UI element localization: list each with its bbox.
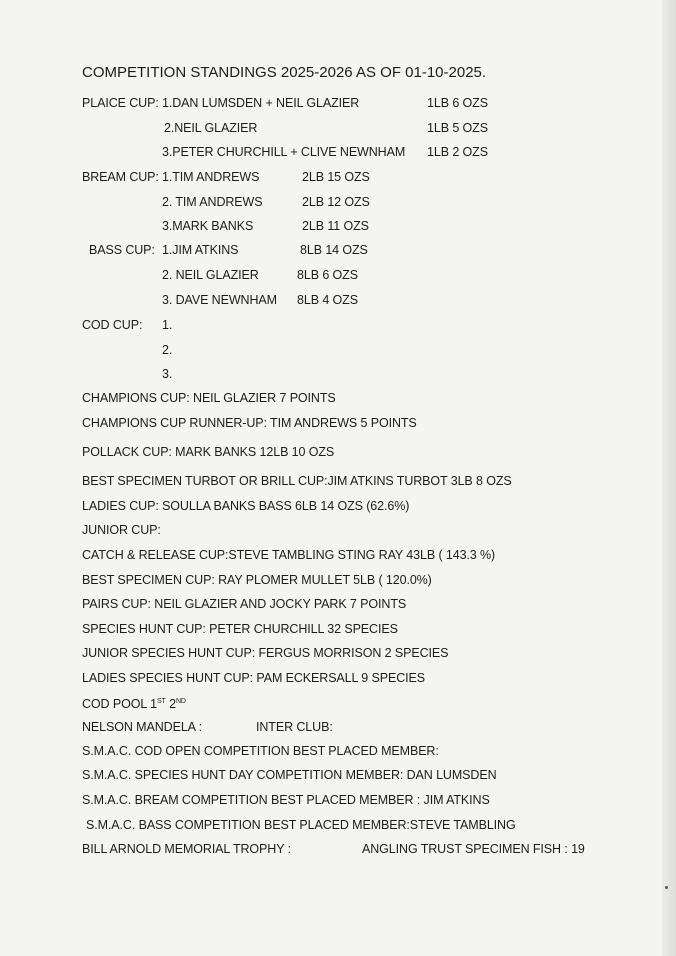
smac-bream-competition: S.M.A.C. BREAM COMPETITION BEST PLACED MEMBER : JIM ATKINS — [82, 793, 490, 807]
cod-cup-label: COD CUP: — [82, 318, 143, 332]
cod-row-1: 1. — [162, 318, 173, 332]
bream-row-3-name: 3.MARK BANKS — [162, 219, 254, 233]
champions-runner-up: CHAMPIONS CUP RUNNER-UP: TIM ANDREWS 5 POINTS — [82, 416, 417, 430]
pairs-cup: PAIRS CUP: NEIL GLAZIER AND JOCKY PARK 7 POINTS — [82, 597, 407, 611]
cod-row-2: 2. — [162, 343, 173, 357]
junior-species-hunt-cup: JUNIOR SPECIES HUNT CUP: FERGUS MORRISON 2 SPECIES — [82, 646, 449, 660]
cod-pool — [82, 695, 186, 711]
scan-speck — [665, 886, 668, 889]
bass-row-3-name: 3. DAVE NEWNHAM — [162, 293, 277, 307]
bream-row-1-name: 1.TIM ANDREWS — [162, 170, 260, 184]
plaice-row-3-name: 3.PETER CHURCHILL + CLIVE NEWNHAM — [162, 145, 406, 159]
species-hunt-cup: SPECIES HUNT CUP: PETER CHURCHILL 32 SPECIES — [82, 622, 398, 636]
plaice-row-2-name: 2.NEIL GLAZIER — [164, 121, 258, 135]
smac-bass-competition: S.M.A.C. BASS COMPETITION BEST PLACED MEMBER:STEVE TAMBLING — [86, 818, 516, 832]
inter-club: INTER CLUB: — [256, 720, 333, 734]
angling-trust-specimen-fish: ANGLING TRUST SPECIMEN FISH : 19 — [362, 842, 585, 856]
catch-release-cup: CATCH & RELEASE CUP:STEVE TAMBLING STING RAY 43LB ( 143.3 %) — [82, 548, 496, 562]
bream-row-3-weight: 2LB 11 OZS — [302, 219, 369, 233]
bill-arnold-trophy: BILL ARNOLD MEMORIAL TROPHY : — [82, 842, 291, 856]
plaice-row-2-weight: 1LB 5 OZS — [427, 121, 488, 135]
bass-row-1-weight: 8LB 14 OZS — [300, 243, 368, 257]
bass-row-2-name: 2. NEIL GLAZIER — [162, 268, 259, 282]
cod-pool-sup-2: ND — [175, 698, 186, 705]
bass-row-1-name: 1.JIM ATKINS — [162, 243, 239, 257]
smac-species-hunt-day: S.M.A.C. SPECIES HUNT DAY COMPETITION MEMBER: DAN LUMSDEN — [82, 768, 497, 782]
nelson-mandela: NELSON MANDELA : — [82, 720, 202, 734]
plaice-row-3-weight: 1LB 2 OZS — [427, 145, 488, 159]
page-title: COMPETITION STANDINGS 2025-2026 AS OF 01-10-2025. — [82, 64, 487, 81]
bass-cup-label: BASS CUP: — [89, 243, 155, 257]
plaice-row-1-weight: 1LB 6 OZS — [427, 96, 488, 110]
smac-cod-open: S.M.A.C. COD OPEN COMPETITION BEST PLACED MEMBER: — [82, 744, 439, 758]
champions-cup: CHAMPIONS CUP: NEIL GLAZIER 7 POINTS — [82, 391, 336, 405]
cod-row-3: 3. — [162, 367, 173, 381]
cod-pool-sup-1: ST — [156, 698, 166, 705]
page-edge-shadow — [662, 0, 676, 956]
bass-row-2-weight: 8LB 6 OZS — [297, 268, 358, 282]
plaice-row-1-name: 1.DAN LUMSDEN + NEIL GLAZIER — [162, 96, 360, 110]
cod-pool-mid: 2 — [165, 697, 176, 711]
bream-cup-label: BREAM CUP: — [82, 170, 159, 184]
turbot-brill-cup: BEST SPECIMEN TURBOT OR BRILL CUP:JIM ATKINS TURBOT 3LB 8 OZS — [82, 474, 512, 488]
bass-row-3-weight: 8LB 4 OZS — [297, 293, 358, 307]
bream-row-2-weight: 2LB 12 OZS — [302, 195, 370, 209]
pollack-cup: POLLACK CUP: MARK BANKS 12LB 10 OZS — [82, 445, 335, 459]
bream-row-2-name: 2. TIM ANDREWS — [162, 195, 263, 209]
best-specimen-cup: BEST SPECIMEN CUP: RAY PLOMER MULLET 5LB ( 120.0%) — [82, 573, 432, 587]
bream-row-1-weight: 2LB 15 OZS — [302, 170, 370, 184]
ladies-species-hunt-cup: LADIES SPECIES HUNT CUP: PAM ECKERSALL 9 SPECIES — [82, 671, 425, 685]
plaice-cup-label: PLAICE CUP: — [82, 96, 159, 110]
cod-pool-text: COD POOL 1 — [82, 697, 157, 711]
junior-cup: JUNIOR CUP: — [82, 523, 161, 537]
ladies-cup: LADIES CUP: SOULLA BANKS BASS 6LB 14 OZS (62.6%) — [82, 499, 410, 513]
